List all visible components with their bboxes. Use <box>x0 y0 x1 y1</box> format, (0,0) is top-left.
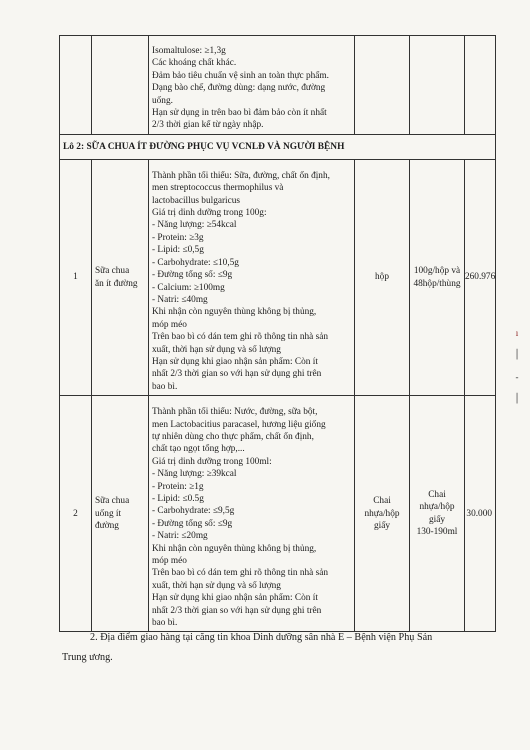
row-stt: 1 <box>60 159 92 395</box>
continuation-row <box>60 36 496 135</box>
requirement-line: tự nhiên dùng cho thực phẩm, chất ổn định, <box>152 431 314 442</box>
row-unit <box>355 396 410 632</box>
requirement-line: Giá trị dinh dưỡng trong 100ml: <box>152 456 272 467</box>
product-name-line: uống ít <box>95 508 122 519</box>
unit-line: giấy <box>373 521 390 532</box>
row-product-name <box>92 159 149 395</box>
pack-line: 48hộp/thùng <box>413 278 461 289</box>
row-stt: 2 <box>60 396 92 632</box>
footer-line: Trung ương. <box>62 652 113 663</box>
row-requirements <box>149 396 355 632</box>
requirement-line: - Đường tổng số: ≤9g <box>152 518 233 529</box>
continuation-unit-cell <box>355 36 410 135</box>
requirement-line: Khi nhận còn nguyên thùng không bị thủng, <box>152 307 317 318</box>
row-product-name <box>92 396 149 632</box>
requirement-line: Hạn sử dụng khi giao nhận sản phẩm: Còn ít <box>152 593 318 604</box>
requirement-line: Đảm bảo tiêu chuẩn vệ sinh an toàn thực phẩm. <box>152 70 329 81</box>
requirement-line: Thành phần tối thiểu: Nước, đường, sữa bột, <box>152 407 318 418</box>
requirement-line: bao bì. <box>152 618 178 629</box>
requirement-line: - Lipid: ≤0,5g <box>152 245 204 256</box>
requirement-line: - Natri: ≤20mg <box>152 531 208 542</box>
requirement-line: Trên bao bì có dán tem ghi rõ thông tin nhà sản <box>152 568 329 579</box>
lot-header-row <box>60 134 496 159</box>
requirement-line: nhất 2/3 thời gian so với hạn sử dụng ghi trên <box>152 605 322 616</box>
requirement-line: - Năng lượng: ≥54kcal <box>152 220 237 231</box>
unit-line: hộp <box>375 272 389 283</box>
pack-line: nhựa/hộp <box>419 502 455 513</box>
product-name-line: Sữa chua <box>95 266 130 277</box>
requirement-line: móp méo <box>152 319 187 330</box>
row-packaging <box>410 396 465 632</box>
requirement-line: Dạng bào chế, đường dùng: dạng nước, đường <box>152 83 326 94</box>
requirement-line: men streptococcus thermophilus và <box>152 183 284 194</box>
requirement-line: Trên bao bì có dán tem ghi rõ thông tin nhà sản <box>152 332 329 343</box>
pack-line: giấy <box>428 514 445 525</box>
requirement-line: Hạn sử dụng khi giao nhận sản phẩm: Còn ít <box>152 356 318 367</box>
unit-line: Chai <box>373 496 391 507</box>
requirement-line: - Carbohydrate: ≤9,5g <box>152 506 235 517</box>
row-packaging <box>410 159 465 395</box>
requirement-line: - Protein: ≥3g <box>152 232 204 243</box>
requirement-line: - Năng lượng: ≥39kcal <box>152 469 237 480</box>
requirement-line: Các khoáng chất khác. <box>152 58 237 69</box>
requirement-line: chất tạo ngọt tổng hợp,... <box>152 444 245 455</box>
requirement-line: Giá trị dinh dưỡng trong 100g: <box>152 208 267 219</box>
footer-line: 2. Địa điểm giao hàng tại căng tin khoa Dinh dưỡng sân nhà E – Bệnh viện Phụ Sản <box>90 632 433 643</box>
row-quantity: 260.976 <box>465 159 496 395</box>
requirement-line: xuất, thời hạn sử dụng và số lượng <box>152 580 281 591</box>
requirement-line: xuất, thời hạn sử dụng và số lượng <box>152 344 281 355</box>
pack-line: Chai <box>428 490 446 500</box>
delivery-location-paragraph <box>62 628 510 668</box>
continuation-stt-cell <box>60 36 92 135</box>
product-name-line: Sữa chua <box>95 496 130 507</box>
unit-line: nhựa/hộp <box>364 508 400 519</box>
requirement-line: - Carbohydrate: ≤10,5g <box>152 257 239 268</box>
requirement-line: Isomaltulose: ≥1,3g <box>152 46 226 56</box>
requirement-line: Thành phần tối thiểu: Sữa, đường, chất ổn định, <box>152 170 330 181</box>
row-unit <box>355 159 410 395</box>
requirement-line: móp méo <box>152 556 187 567</box>
requirement-line: - Protein: ≥1g <box>152 481 204 492</box>
margin-stamp-marks: ı ׀ - ׀ <box>514 328 520 404</box>
requirement-line: nhất 2/3 thời gian so với hạn sử dụng ghi trên <box>152 369 322 380</box>
pack-line: 100g/hộp và <box>413 266 461 277</box>
requirement-line: men Lactobacitius paracasel, hương liệu giống <box>152 419 326 430</box>
requirement-line: Hạn sử dụng in trên bao bì đảm bảo còn ít nhất <box>152 108 327 119</box>
continuation-name-cell <box>92 36 149 135</box>
requirement-line: Khi nhận còn nguyên thùng không bị thủng, <box>152 543 317 554</box>
continuation-qty-cell <box>465 36 496 135</box>
continuation-requirements-cell <box>149 36 355 135</box>
product-name-line: ăn ít đường <box>95 278 138 289</box>
product-name-line: đường <box>95 521 119 532</box>
requirement-line: bao bì. <box>152 381 178 392</box>
requirement-line: - Đường tổng số: ≤9g <box>152 270 233 281</box>
row-requirements <box>149 159 355 395</box>
continuation-pack-cell <box>410 36 465 135</box>
table-row <box>60 396 496 632</box>
requirement-line: - Lipid: ≤0.5g <box>152 494 204 504</box>
requirement-line: - Calcium: ≥100mg <box>152 282 225 293</box>
lot-title: Lô 2: SỮA CHUA ÍT ĐƯỜNG PHỤC VỤ VCNLĐ VÀ NGƯỜI BỆNH <box>60 134 496 159</box>
requirement-line: - Natri: ≤40mg <box>152 294 208 305</box>
pack-line: 130-190ml <box>416 527 458 538</box>
row-quantity: 30.000 <box>465 396 496 632</box>
requirement-line: uống. <box>152 95 173 106</box>
table-row <box>60 159 496 395</box>
specification-table <box>59 35 496 632</box>
requirement-line: 2/3 thời gian kể từ ngày nhập. <box>152 120 264 131</box>
requirement-line: lactobacillus bulgaricus <box>152 195 241 206</box>
